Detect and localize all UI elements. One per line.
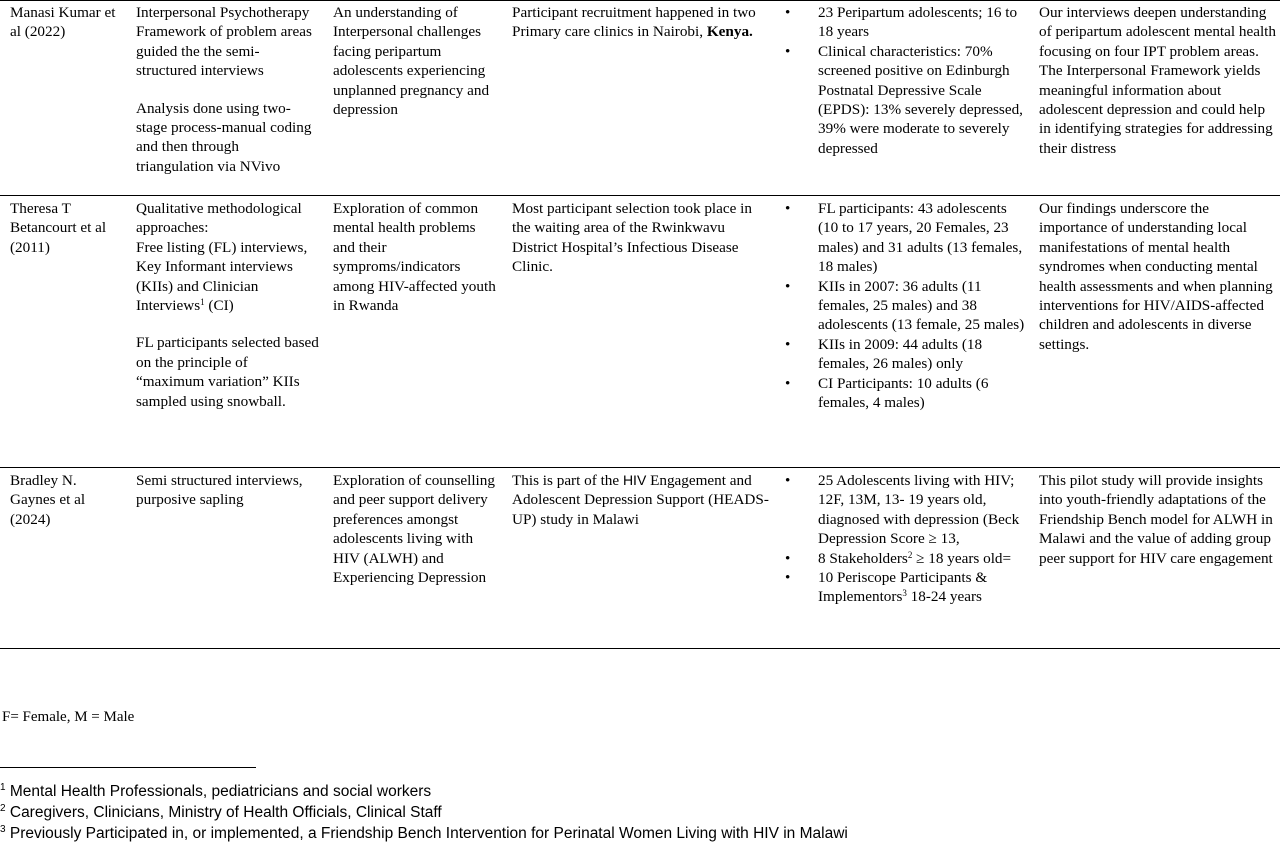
findings-cell: This pilot study will provide insights into youth-friendly adaptations of the Friendship Bench model for ALWH in Malawi and the value of adding group peer support for HIV care engagement (1029, 468, 1280, 649)
list-item: • FL participants: 43 adolescents (10 to 17 years, 20 Females, 23 males) and 31 adults (13 females, 18 males) (785, 199, 1025, 277)
footnote-ref: 3 (902, 588, 907, 599)
country-bold: Kenya. (706, 23, 753, 41)
footnote: $^3$ Previously Participated in, or implemented, a Friendship Bench Intervention for Perinatal Women Living with HIV in Malawi (0, 824, 848, 842)
participants-cell (775, 1, 1029, 196)
footnote: $^2$ Caregivers, Clinicians, Ministry of Health Officials, Clinical Staff (0, 803, 442, 821)
footnote-ref: 2 (907, 549, 913, 560)
participants-cell (775, 196, 1029, 468)
aim-cell: Exploration of common mental health problems and their symproms/indicators among HIV-affected youth in Rwanda (323, 196, 502, 468)
findings-cell: Our findings underscore the importance of understanding local manifestations of mental health syndromes when conducting mental health assessments and when planning interventions for HIV/AIDS-affected children and adolescents in diverse settings. (1029, 196, 1280, 468)
footnote-ref: 1 (200, 297, 205, 308)
list-item: • Clinical characteristics: 70% screened positive on Edinburgh Postnatal Depressive Scale (EPDS): 13% severely depressed, 39% were moderate to severely depressed (785, 42, 1025, 158)
abbreviation-legend: F= Female, M = Male (2, 709, 135, 725)
setting-cell: Most participant selection took place in the waiting area of the Rwinkwavu District Hospital’s Infectious Disease Clinic. (502, 196, 775, 468)
list-item: • 10 Periscope Participants & Implementors$^3$ 18-24 years (785, 568, 1025, 607)
methods-cell: Semi structured interviews, purposive sapling (126, 468, 323, 649)
list-item: • 25 Adolescents living with HIV; 12F, 13M, 13- 19 years old, diagnosed with depression (Beck Depression Score ≥ 13, (785, 471, 1025, 549)
author-cell: Bradley N. Gaynes et al (2024) (0, 468, 126, 649)
footnote: $^1$ Mental Health Professionals, pediatricians and social workers (0, 782, 432, 800)
table-row (0, 196, 1280, 468)
list-item: • KIIs in 2007: 36 adults (11 females, 25 males) and 38 adolescents (13 female, 25 males) (785, 277, 1025, 335)
list-item: • KIIs in 2009: 44 adults (18 females, 26 males) only (785, 335, 1025, 374)
table-row (0, 468, 1280, 649)
aim-cell: Exploration of counselling and peer support delivery preferences amongst adolescents living with HIV (ALWH) and Experiencing Depression (323, 468, 502, 649)
aim-cell: An understanding of Interpersonal challenges facing peripartum adolescents experiencing unplanned pregnancy and depression (323, 1, 502, 196)
author-cell: Manasi Kumar et al (2022) (0, 1, 126, 196)
list-item: • CI Participants: 10 adults (6 females, 4 males) (785, 374, 1025, 413)
methods-cell: Qualitative methodological approaches: Free listing (FL) interviews, Key Informant interviews (KIIs) and Clinician Interviews$^1$ (CI) FL participants selected based on the principle of “maximum variation” KIIs sampled using snowball. (126, 196, 323, 468)
setting-cell: Participant recruitment happened in two Primary care clinics in Nairobi, Kenya. (502, 1, 775, 196)
findings-cell: Our interviews deepen understanding of peripartum adolescent mental health focusing on four IPT problem areas. The Interpersonal Framework yields meaningful information about adolescent depression and could help in identifying strategies for addressing their distress (1029, 1, 1280, 196)
setting-cell: This is part of the HIV Engagement and Adolescent Depression Support (HEADS-UP) study in Malawi (502, 468, 775, 649)
footnote-divider (0, 767, 256, 768)
methods-cell: Interpersonal Psychotherapy Framework of problem areas guided the the semi-structured interviews Analysis done using two-stage process-manual coding and then through triangulation via NVivo (126, 1, 323, 196)
participants-cell (775, 468, 1029, 649)
table-row (0, 1, 1280, 196)
list-item: • 8 Stakeholders$^2$ ≥ 18 years old= (785, 549, 1025, 568)
list-item: • 23 Peripartum adolescents; 16 to 18 years (785, 3, 1025, 42)
author-cell: Theresa T Betancourt et al (2011) (0, 196, 126, 468)
